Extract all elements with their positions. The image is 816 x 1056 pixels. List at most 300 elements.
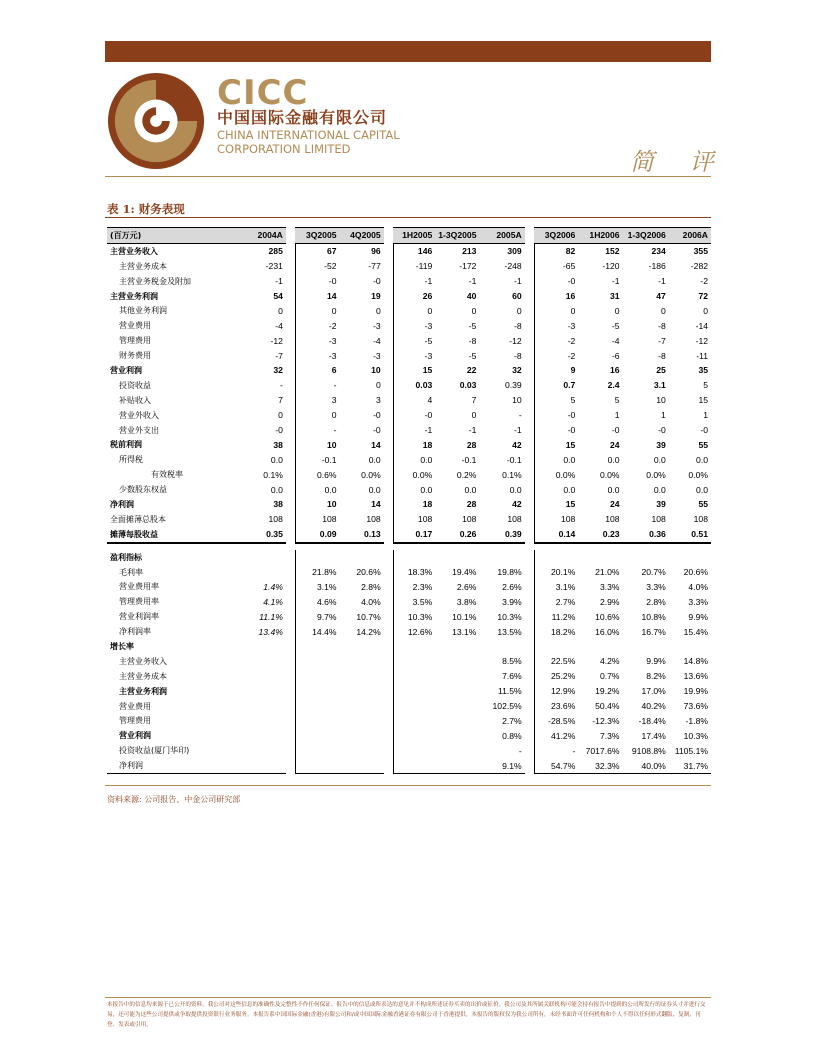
- column-gap: [525, 654, 534, 669]
- column-gap: [286, 699, 295, 714]
- value-cell: -3: [393, 318, 435, 333]
- value-cell: 42: [512, 499, 522, 510]
- column-gap: [525, 639, 534, 654]
- column-gap: [384, 743, 393, 758]
- value-cell: 0: [534, 303, 578, 318]
- value-cell: [435, 743, 479, 758]
- row-label: 主营业务成本: [119, 671, 167, 681]
- value-cell: 8.2%: [646, 671, 666, 682]
- table-title: 表 1: 财务表现: [107, 202, 185, 216]
- value-cell: -: [295, 378, 339, 393]
- value-cell: 39: [656, 499, 666, 510]
- column-gap: [384, 408, 393, 423]
- column-gap: [384, 333, 393, 348]
- column-gap: [286, 408, 295, 423]
- column-gap: [384, 393, 393, 408]
- value-cell: 3.1: [653, 380, 666, 391]
- value-cell: -65: [534, 259, 578, 274]
- value-cell: 7: [471, 395, 477, 406]
- value-cell: -2: [534, 333, 578, 348]
- value-cell: [623, 550, 669, 565]
- value-cell: -1: [275, 276, 283, 287]
- value-cell: 108: [295, 512, 339, 527]
- value-cell: 1: [614, 410, 620, 421]
- row-label: 其他业务利润: [119, 306, 167, 316]
- value-cell: 10.3%: [393, 609, 435, 624]
- value-cell: 15: [534, 497, 578, 512]
- value-cell: 0: [278, 305, 283, 316]
- value-cell: 4.0%: [361, 596, 381, 607]
- value-cell: [435, 714, 479, 729]
- value-cell: -3: [393, 348, 435, 363]
- value-cell: 2.9%: [599, 596, 620, 607]
- value-cell: 0.1%: [502, 469, 522, 480]
- column-gap: [286, 363, 295, 378]
- value-cell: -12: [270, 335, 283, 346]
- value-cell: 17.4%: [641, 730, 666, 741]
- column-gap: [384, 378, 393, 393]
- column-gap: [286, 393, 295, 408]
- value-cell: 0.6%: [295, 467, 339, 482]
- value-cell: 12.9%: [534, 684, 578, 699]
- column-gap: [384, 437, 393, 452]
- value-cell: 35: [698, 365, 708, 376]
- value-cell: 13.5%: [497, 626, 522, 637]
- value-cell: [340, 639, 384, 654]
- column-gap: [525, 408, 534, 423]
- source-note: 资料来源: 公司报告、中金公司研究部: [107, 795, 241, 804]
- table-row: [107, 714, 711, 729]
- column-gap: [286, 318, 295, 333]
- column-gap: [286, 423, 295, 438]
- value-cell: [340, 669, 384, 684]
- value-cell: 28: [466, 499, 477, 510]
- value-cell: 3.1%: [295, 579, 339, 594]
- table-row: [107, 259, 711, 274]
- value-cell: -0: [373, 410, 381, 421]
- value-cell: [225, 565, 286, 580]
- value-cell: -2: [534, 348, 578, 363]
- column-gap: [286, 579, 295, 594]
- row-label: 主营业务利润: [119, 686, 167, 696]
- value-cell: -5: [468, 320, 477, 331]
- value-cell: [435, 684, 479, 699]
- value-cell: 108: [268, 514, 283, 525]
- value-cell: 55: [698, 499, 708, 510]
- value-cell: [340, 654, 384, 669]
- row-label: 净利润: [110, 499, 134, 509]
- table-row: [107, 378, 711, 393]
- value-cell: 355: [693, 246, 708, 257]
- row-label: 补贴收入: [119, 395, 151, 405]
- value-cell: 3.1%: [534, 579, 578, 594]
- value-cell: 15: [393, 363, 435, 378]
- row-label: 主营业务成本: [119, 261, 167, 271]
- value-cell: -: [534, 743, 578, 758]
- value-cell: 2.8%: [646, 596, 666, 607]
- value-cell: 4.1%: [263, 596, 283, 607]
- value-cell: 14: [295, 289, 339, 304]
- value-cell: 16: [609, 365, 620, 376]
- value-cell: [435, 728, 479, 743]
- value-cell: 0: [278, 410, 283, 421]
- row-label: 营业外支出: [119, 425, 159, 435]
- value-cell: 55: [698, 439, 708, 450]
- unit-label: (百万元): [107, 228, 225, 244]
- value-cell: 25.2%: [534, 669, 578, 684]
- value-cell: 1: [661, 410, 666, 421]
- value-cell: -0: [534, 423, 578, 438]
- value-cell: 0.0: [653, 454, 666, 465]
- value-cell: -1: [611, 276, 620, 287]
- value-cell: 20.7%: [641, 567, 666, 578]
- table-row: [107, 579, 711, 594]
- column-gap: [525, 594, 534, 609]
- value-cell: 3.3%: [646, 581, 666, 592]
- value-cell: 67: [295, 243, 339, 258]
- value-cell: -172: [459, 261, 477, 272]
- column-gap: [384, 594, 393, 609]
- column-gap: [384, 654, 393, 669]
- column-gap: [525, 274, 534, 289]
- column-gap: [384, 259, 393, 274]
- value-cell: 102.5%: [492, 701, 522, 712]
- column-header: 2006A: [669, 228, 711, 244]
- column-gap: [286, 609, 295, 624]
- separator-cell: [534, 543, 578, 550]
- value-cell: 0.26: [459, 529, 477, 540]
- value-cell: 9.9%: [646, 656, 666, 667]
- value-cell: 73.6%: [683, 701, 708, 712]
- value-cell: 18.3%: [393, 565, 435, 580]
- value-cell: 3.5%: [393, 594, 435, 609]
- value-cell: 0.0: [368, 454, 381, 465]
- value-cell: -14: [695, 320, 708, 331]
- value-cell: 0.39: [504, 529, 522, 540]
- table-row: [107, 482, 711, 497]
- value-cell: 108: [693, 514, 708, 525]
- value-cell: 3: [375, 395, 381, 406]
- value-cell: 0.0: [534, 482, 578, 497]
- column-gap: [384, 565, 393, 580]
- separator-cell: [623, 543, 669, 550]
- column-gap: [384, 728, 393, 743]
- value-cell: -0: [373, 276, 381, 287]
- table-row: [107, 639, 711, 654]
- value-cell: 19.2%: [595, 686, 620, 697]
- value-cell: [340, 699, 384, 714]
- value-cell: [623, 639, 669, 654]
- value-cell: 20.1%: [534, 565, 578, 580]
- value-cell: -0: [534, 408, 578, 423]
- value-cell: -0: [658, 425, 666, 436]
- value-cell: 10.3%: [683, 730, 708, 741]
- value-cell: 18: [393, 497, 435, 512]
- separator-cell: [525, 543, 534, 550]
- value-cell: 0.0: [607, 454, 620, 465]
- value-cell: [435, 699, 479, 714]
- value-cell: 3: [295, 393, 339, 408]
- value-cell: 0.09: [295, 527, 339, 543]
- column-header: 1H2006: [578, 228, 622, 244]
- value-cell: 19.8%: [497, 567, 522, 578]
- value-cell: -77: [368, 261, 381, 272]
- value-cell: [295, 669, 339, 684]
- value-cell: 31: [609, 291, 620, 301]
- value-cell: 60: [512, 291, 522, 301]
- value-cell: 0.36: [649, 529, 666, 540]
- value-cell: [225, 654, 286, 669]
- column-header: 3Q2005: [295, 228, 339, 244]
- separator-cell: [578, 543, 622, 550]
- column-gap: [286, 639, 295, 654]
- row-label: 营业费用率: [119, 582, 159, 592]
- value-cell: 108: [651, 514, 666, 525]
- value-cell: [393, 728, 435, 743]
- row-label: 营业利润率: [119, 612, 159, 622]
- value-cell: 7.6%: [502, 671, 522, 682]
- column-gap: [286, 684, 295, 699]
- value-cell: 0.0: [696, 454, 708, 465]
- value-cell: 10.6%: [595, 611, 620, 622]
- column-gap: [525, 699, 534, 714]
- value-cell: [534, 550, 578, 565]
- column-gap: [525, 497, 534, 512]
- value-cell: 5: [614, 395, 620, 406]
- row-label: 所得税: [119, 455, 143, 465]
- column-gap: [384, 624, 393, 639]
- value-cell: 40.2%: [641, 701, 666, 712]
- value-cell: 20.6%: [683, 567, 708, 578]
- value-cell: [340, 758, 384, 773]
- value-cell: 0.0: [509, 484, 522, 495]
- row-label: 投资收益(厦门华印): [119, 746, 190, 756]
- value-cell: -0: [295, 274, 339, 289]
- value-cell: [393, 758, 435, 773]
- value-cell: [534, 639, 578, 654]
- value-cell: 2.6%: [502, 581, 522, 592]
- value-cell: -4: [275, 320, 283, 331]
- brand-name-english-2: CORPORATION LIMITED: [217, 142, 351, 156]
- column-gap: [525, 437, 534, 452]
- table-row: [107, 348, 711, 363]
- value-cell: 9.9%: [688, 611, 708, 622]
- value-cell: [435, 654, 479, 669]
- value-cell: 54.7%: [534, 758, 578, 773]
- value-cell: 0.0: [393, 482, 435, 497]
- column-gap: [384, 452, 393, 467]
- value-cell: -8: [468, 335, 477, 346]
- value-cell: 9.7%: [295, 609, 339, 624]
- value-cell: 6: [295, 363, 339, 378]
- column-gap: [384, 363, 393, 378]
- value-cell: [295, 758, 339, 773]
- table-row: [107, 565, 711, 580]
- value-cell: 0.03: [393, 378, 435, 393]
- column-gap: [286, 289, 295, 304]
- value-cell: 40: [466, 291, 477, 301]
- value-cell: 31.7%: [669, 758, 711, 773]
- column-gap: [384, 303, 393, 318]
- value-cell: 213: [462, 246, 477, 257]
- column-header: 2004A: [225, 228, 286, 244]
- value-cell: 32: [273, 365, 283, 376]
- separator-cell: [384, 543, 393, 550]
- column-gap: [384, 482, 393, 497]
- column-gap: [525, 378, 534, 393]
- row-label: 税前利润: [110, 440, 142, 450]
- table-row: [107, 594, 711, 609]
- value-cell: 0: [471, 410, 477, 421]
- value-cell: 7017.6%: [585, 745, 620, 756]
- column-header: 3Q2006: [534, 228, 578, 244]
- value-cell: -18.4%: [638, 715, 666, 726]
- value-cell: 14.4%: [295, 624, 339, 639]
- value-cell: [578, 639, 622, 654]
- value-cell: 50.4%: [595, 701, 620, 712]
- row-label: 主营业务收入: [110, 246, 158, 256]
- column-gap: [525, 609, 534, 624]
- table-row: [107, 243, 711, 258]
- value-cell: 0: [375, 305, 381, 316]
- column-gap: [525, 259, 534, 274]
- table-row: [107, 624, 711, 639]
- column-gap: [525, 467, 534, 482]
- table-header-row: [107, 228, 711, 244]
- column-gap: [525, 743, 534, 758]
- value-cell: 10.8%: [641, 611, 666, 622]
- separator-cell: [669, 543, 711, 550]
- column-header: 2005A: [479, 228, 524, 244]
- value-cell: 0: [471, 305, 477, 316]
- value-cell: 234: [651, 246, 666, 257]
- value-cell: -1: [514, 425, 522, 436]
- value-cell: [393, 714, 435, 729]
- row-label: 净利润: [107, 758, 225, 773]
- column-gap: [286, 348, 295, 363]
- table-row: [107, 527, 711, 543]
- value-cell: [340, 550, 384, 565]
- value-cell: 16.0%: [595, 626, 620, 637]
- value-cell: 20.6%: [356, 567, 381, 578]
- column-gap: [286, 714, 295, 729]
- table-row: [107, 550, 711, 565]
- value-cell: 0: [295, 408, 339, 423]
- value-cell: 108: [366, 514, 381, 525]
- row-label: 财务费用: [119, 351, 151, 361]
- value-cell: 9108.8%: [631, 745, 666, 756]
- column-gap: [525, 452, 534, 467]
- column-gap: [525, 289, 534, 304]
- value-cell: -120: [602, 261, 620, 272]
- column-gap: [384, 609, 393, 624]
- value-cell: 5: [703, 380, 708, 391]
- value-cell: 0: [614, 305, 620, 316]
- column-gap: [525, 565, 534, 580]
- column-gap: [286, 594, 295, 609]
- value-cell: 11.2%: [534, 609, 578, 624]
- header-divider: [105, 176, 711, 177]
- value-cell: [295, 714, 339, 729]
- value-cell: 285: [268, 246, 283, 257]
- value-cell: -52: [295, 259, 339, 274]
- value-cell: 0.0: [270, 454, 283, 465]
- value-cell: [295, 684, 339, 699]
- value-cell: -1: [468, 425, 477, 436]
- value-cell: 32.3%: [578, 758, 622, 773]
- value-cell: -: [518, 745, 522, 756]
- footer-divider: [105, 997, 711, 998]
- value-cell: 0.0%: [393, 467, 435, 482]
- value-cell: 3.3%: [688, 596, 708, 607]
- value-cell: 9: [534, 363, 578, 378]
- row-label: 主营业务税金及附加: [119, 276, 191, 286]
- value-cell: 24: [609, 499, 620, 510]
- disclaimer-text: 本报告中的信息均来源于已公开的资料，我公司对这些信息的准确性及完整性不作任何保证。报告中的信息或所表达的意见并不构成所述证券买卖的出价或征价。我公司及其所属关联机构可能会持有报告中提到的公司所发行的证券头寸并进行交易，还可能为这些公司提供或争取提供投资银行业务服务。本报告系中国国际金融(香港)有限公司和/或中国国际金融香港证券有限公司于香港提供。本报告的版权仅为我公司所有，未经书面许可任何机构和个人不得以任何形式翻版、复制、刊登、发表或引用。: [107, 1002, 706, 1028]
- row-label: 营业外收入: [119, 410, 159, 420]
- value-cell: -1: [514, 276, 522, 287]
- separator-cell: [435, 543, 479, 550]
- value-cell: 0.14: [534, 527, 578, 543]
- value-cell: 10: [512, 395, 522, 406]
- value-cell: 11.5%: [497, 686, 522, 697]
- value-cell: -119: [393, 259, 435, 274]
- cicc-logo-icon: [107, 72, 205, 170]
- title-divider: [105, 217, 711, 218]
- value-cell: 23.6%: [534, 699, 578, 714]
- row-label: 管理费用率: [119, 597, 159, 607]
- column-gap: [286, 565, 295, 580]
- column-gap: [286, 452, 295, 467]
- value-cell: -3: [295, 348, 339, 363]
- column-gap: [384, 579, 393, 594]
- financial-table: [107, 227, 711, 774]
- separator-cell: [393, 543, 435, 550]
- value-cell: 0.23: [602, 529, 620, 540]
- value-cell: -0.1: [461, 454, 477, 465]
- value-cell: -5: [393, 333, 435, 348]
- value-cell: -0: [275, 425, 283, 436]
- column-gap: [525, 758, 534, 773]
- separator-cell: [479, 543, 524, 550]
- column-gap: [384, 289, 393, 304]
- value-cell: [479, 639, 524, 654]
- row-label: 全面摊薄总股本: [110, 514, 166, 524]
- value-cell: 5: [534, 393, 578, 408]
- table-row: [107, 609, 711, 624]
- value-cell: 108: [462, 514, 477, 525]
- value-cell: 15: [698, 395, 708, 406]
- value-cell: 19.9%: [683, 686, 708, 697]
- column-gap: [384, 274, 393, 289]
- value-cell: -1: [393, 274, 435, 289]
- value-cell: 108: [534, 512, 578, 527]
- column-gap: [384, 714, 393, 729]
- value-cell: 9.1%: [479, 758, 524, 773]
- value-cell: -: [518, 410, 522, 421]
- value-cell: -3: [373, 350, 381, 361]
- column-gap: [384, 423, 393, 438]
- table-row: [107, 743, 711, 758]
- value-cell: 16: [534, 289, 578, 304]
- value-cell: 152: [605, 246, 620, 257]
- row-label: 管理费用: [119, 716, 151, 726]
- value-cell: [393, 654, 435, 669]
- column-gap: [286, 550, 295, 565]
- row-label: 营业利润: [110, 365, 142, 375]
- value-cell: 72: [698, 291, 708, 301]
- column-gap: [525, 393, 534, 408]
